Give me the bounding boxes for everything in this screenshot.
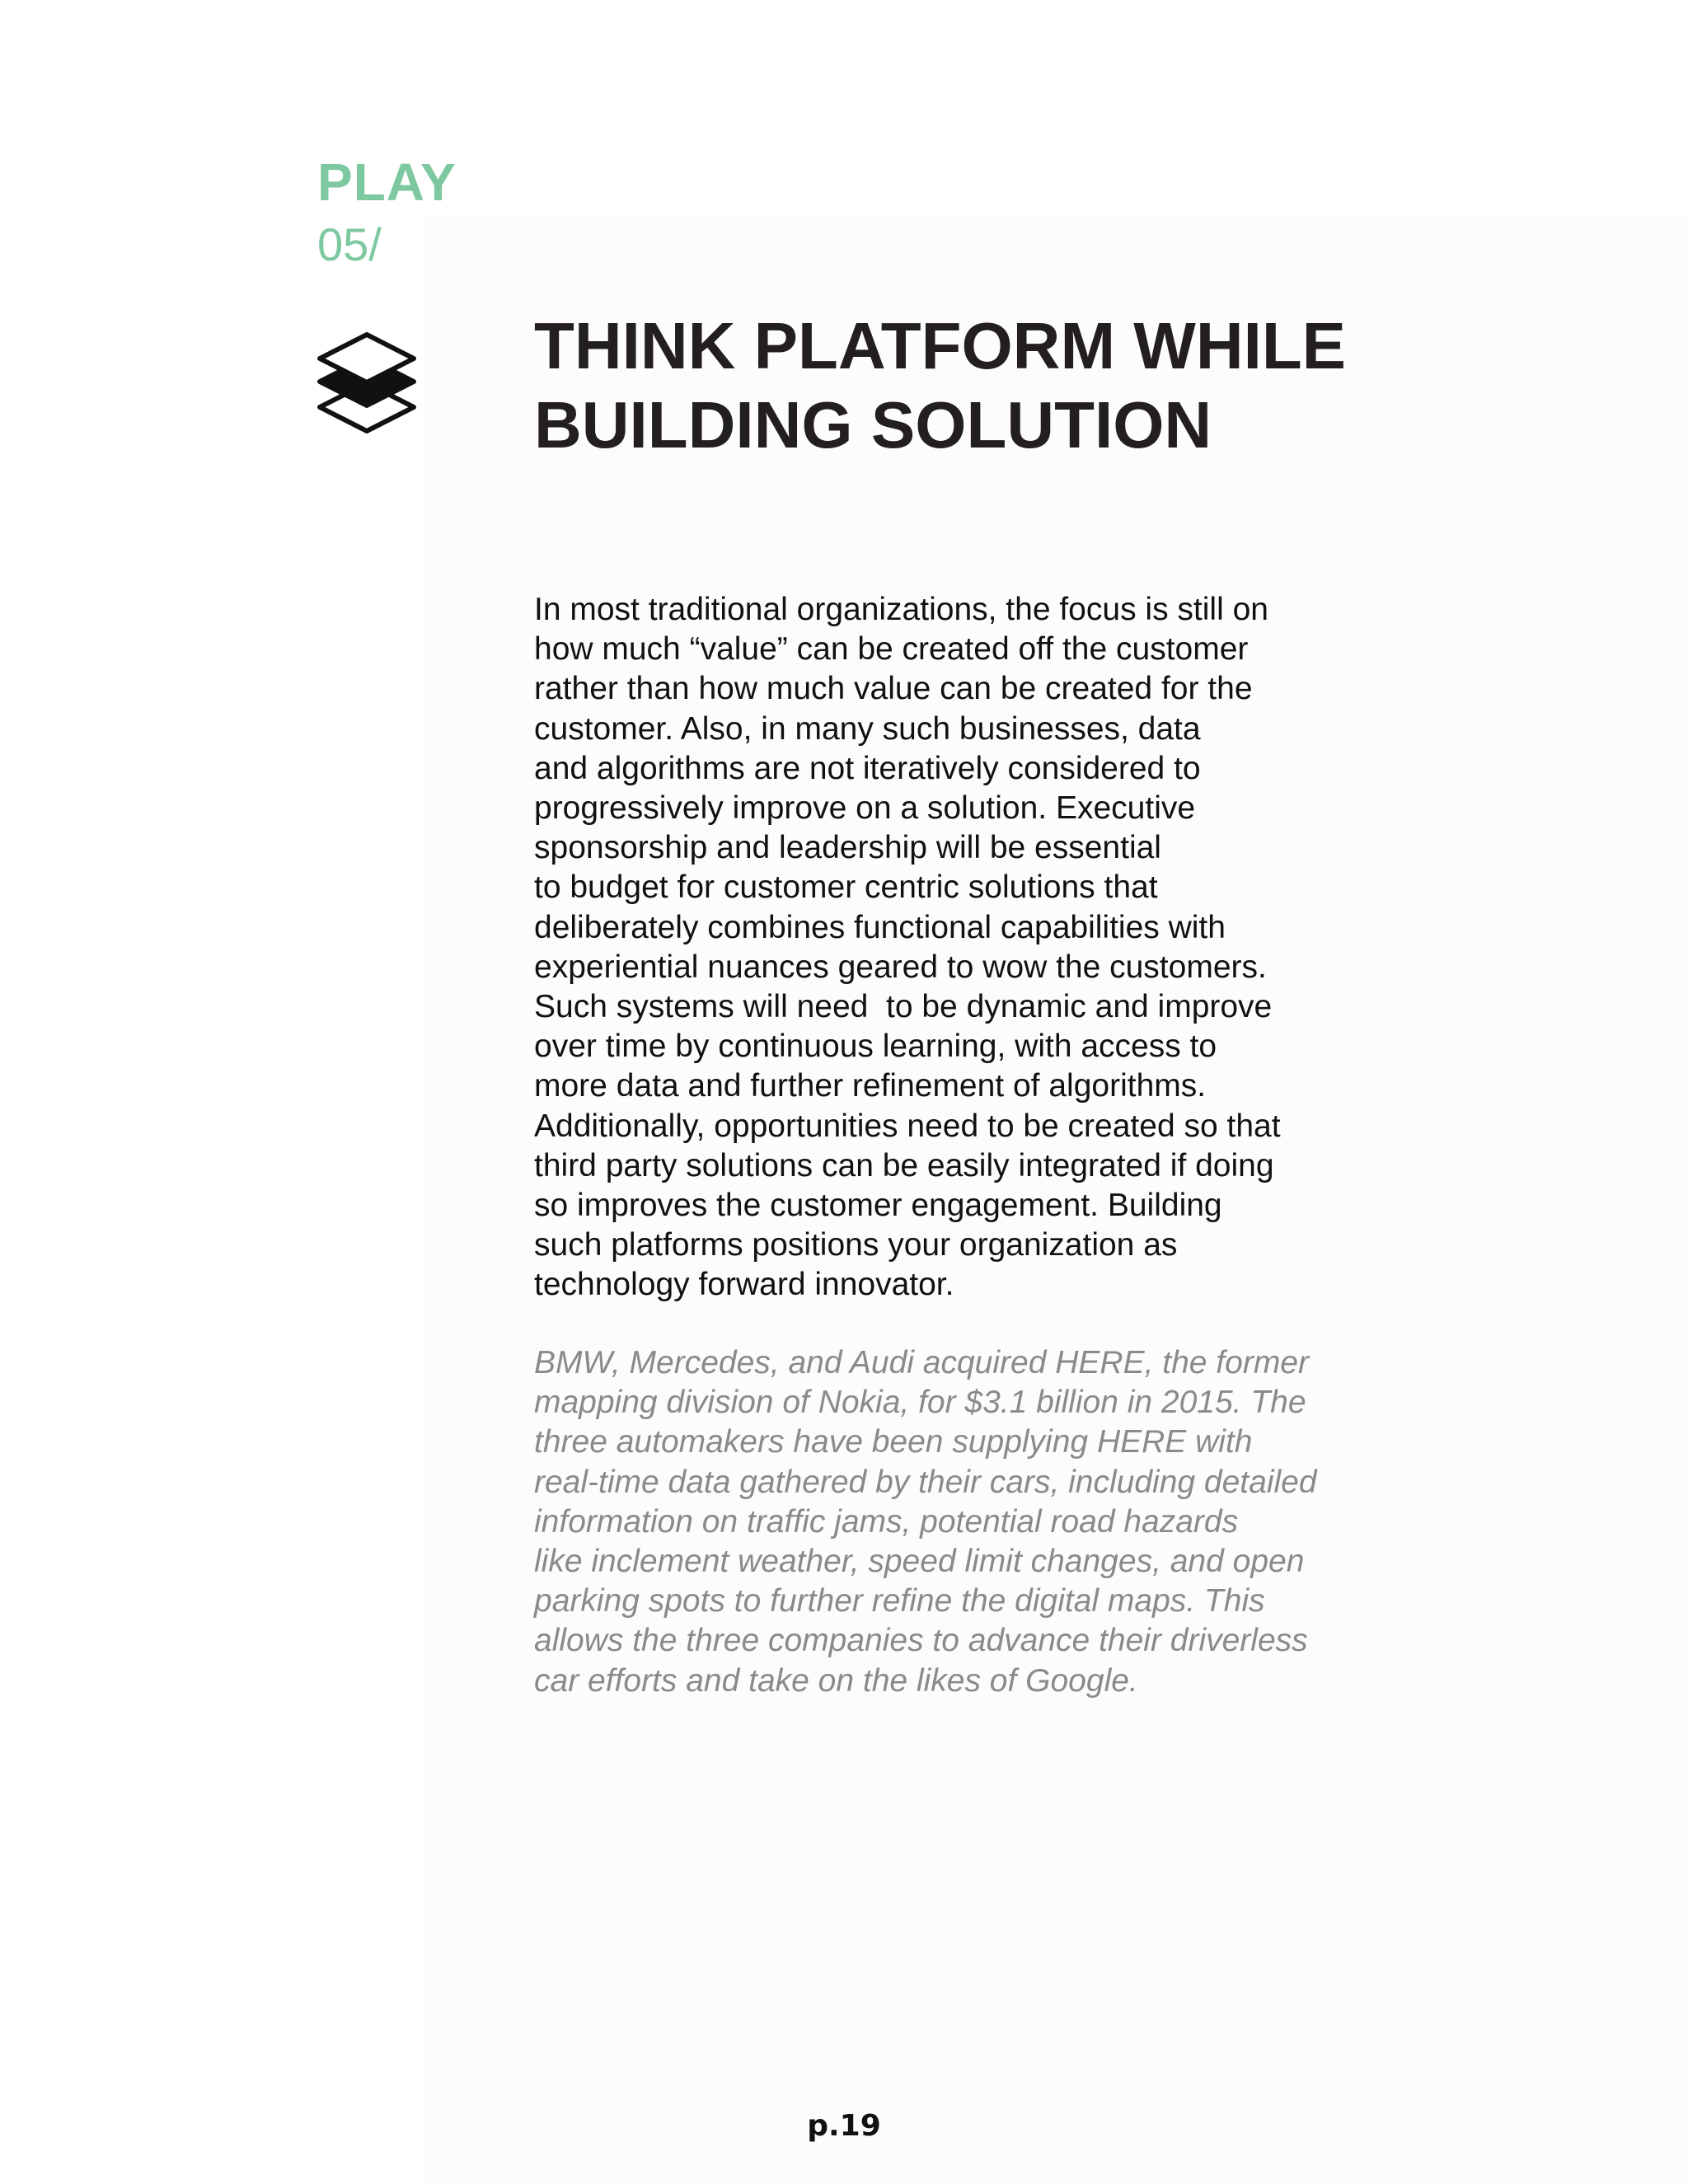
body-line: Such systems will need to be dynamic and improve (534, 989, 1273, 1025)
case-line: car efforts and take on the likes of Google. (534, 1662, 1138, 1699)
body-line: over time by continuous learning, with access to (534, 1029, 1217, 1065)
body-line: rather than how much value can be created for the (534, 671, 1253, 707)
case-line: three automakers have been supplying HERE with (534, 1424, 1253, 1460)
case-line: mapping division of Nokia, for $3.1 billion in 2015. The (534, 1385, 1306, 1421)
body-line: deliberately combines functional capabilities with (534, 909, 1226, 945)
page-title (534, 307, 1441, 465)
body-line: so improves the customer engagement. Building (534, 1188, 1222, 1224)
body-line: more data and further refinement of algorithms. (534, 1068, 1207, 1104)
body-line: to budget for customer centric solutions that (534, 869, 1158, 906)
body-line: progressively improve on a solution. Executive (534, 790, 1196, 827)
case-line: like inclement weather, speed limit changes, and open (534, 1544, 1305, 1580)
title-line: THINK PLATFORM WHILE (534, 309, 1347, 382)
body-line: such platforms positions your organization as (534, 1227, 1178, 1263)
body-line: and algorithms are not iteratively considered to (534, 750, 1201, 786)
case-line: parking spots to further refine the digital maps. This (534, 1583, 1265, 1619)
body-line: third party solutions can be easily integrated if doing (534, 1147, 1274, 1183)
body-line: customer. Also, in many such businesses, data (534, 710, 1201, 747)
title-line: BUILDING SOLUTION (534, 388, 1212, 462)
body-line: sponsorship and leadership will be essential (534, 830, 1161, 866)
case-line: information on traffic jams, potential road hazards (534, 1503, 1239, 1540)
body-line: how much “value” can be created off the customer (534, 631, 1249, 668)
play-label: PLAY (317, 152, 457, 212)
body-line: Additionally, opportunities need to be created so that (534, 1108, 1281, 1144)
case-study-paragraph (534, 1343, 1358, 1701)
body-line: experiential nuances geared to wow the customers. (534, 949, 1267, 985)
page-number: p.19 (807, 2109, 881, 2143)
play-number: 05/ (317, 218, 382, 270)
case-line: real-time data gathered by their cars, including detailed (534, 1464, 1317, 1500)
body-line: technology forward innovator. (534, 1267, 954, 1303)
body-paragraph (534, 590, 1358, 1305)
case-line: allows the three companies to advance their driverless (534, 1623, 1308, 1659)
case-line: BMW, Mercedes, and Audi acquired HERE, the former (534, 1345, 1309, 1380)
body-line: In most traditional organizations, the focus is still on (534, 592, 1268, 627)
layers-icon (315, 330, 419, 438)
